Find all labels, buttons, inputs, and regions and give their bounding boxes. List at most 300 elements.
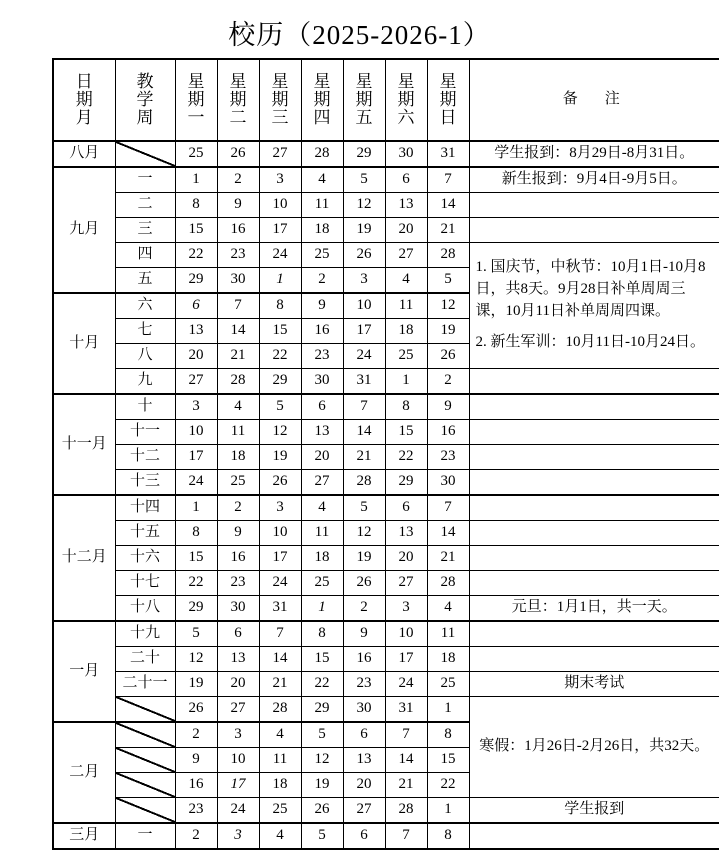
day-char: 一	[187, 107, 205, 127]
date-cell: 20	[175, 344, 217, 369]
day-char: 三	[271, 107, 289, 127]
date-cell: 6	[217, 621, 259, 647]
table-body	[53, 141, 719, 849]
date-cell: 10	[259, 193, 301, 218]
week-cell-empty-slash	[115, 697, 175, 723]
teaching-week-cell: 九	[115, 369, 175, 395]
month-cell: 十月	[53, 293, 115, 394]
date-cell: 8	[175, 521, 217, 546]
date-cell: 20	[217, 672, 259, 697]
date-cell: 30	[217, 268, 259, 294]
date-cell: 11	[217, 420, 259, 445]
date-cell: 17	[343, 319, 385, 344]
date-cell: 24	[175, 470, 217, 496]
table-row	[53, 141, 719, 167]
teaching-week-cell: 十四	[115, 495, 175, 521]
date-cell: 26	[427, 344, 469, 369]
date-cell: 8	[427, 823, 469, 849]
teaching-week-cell: 十九	[115, 621, 175, 647]
date-cell: 1	[175, 495, 217, 521]
date-cell: 31	[343, 369, 385, 395]
table-row	[53, 470, 719, 496]
date-cell: 30	[385, 141, 427, 167]
date-cell: 20	[385, 218, 427, 243]
date-cell: 30	[427, 470, 469, 496]
table-row	[53, 823, 719, 849]
date-cell: 11	[301, 193, 343, 218]
date-cell: 2	[427, 369, 469, 395]
date-cell: 16	[217, 546, 259, 571]
date-cell: 25	[259, 798, 301, 824]
date-cell: 5	[301, 722, 343, 748]
date-cell: 19	[259, 445, 301, 470]
table-row	[53, 672, 719, 697]
date-cell: 8	[427, 722, 469, 748]
teaching-week-cell: 二	[115, 193, 175, 218]
date-cell: 30	[301, 369, 343, 395]
date-cell: 2	[217, 495, 259, 521]
date-cell: 5	[259, 394, 301, 420]
date-cell: 16	[343, 647, 385, 672]
date-cell: 9	[343, 621, 385, 647]
note-cell-empty	[469, 823, 719, 849]
note-cell-empty	[469, 621, 719, 647]
date-cell: 15	[301, 647, 343, 672]
teaching-week-cell: 六	[115, 293, 175, 319]
teaching-week-cell: 二十一	[115, 672, 175, 697]
date-cell: 3	[217, 722, 259, 748]
date-cell: 13	[385, 521, 427, 546]
header-row	[53, 59, 719, 141]
date-cell: 3	[343, 268, 385, 294]
date-cell: 29	[301, 697, 343, 723]
date-cell: 2	[217, 167, 259, 193]
date-cell: 4	[217, 394, 259, 420]
date-cell: 13	[343, 748, 385, 773]
month-cell: 八月	[53, 141, 115, 167]
date-cell: 18	[301, 218, 343, 243]
week-cell-empty-slash	[115, 722, 175, 748]
date-cell: 13	[301, 420, 343, 445]
date-cell: 23	[301, 344, 343, 369]
day-char: 星	[271, 72, 289, 92]
date-cell: 19	[175, 672, 217, 697]
date-cell: 27	[301, 470, 343, 496]
note-cell-empty	[469, 571, 719, 596]
table-row	[53, 218, 719, 243]
date-cell: 24	[343, 344, 385, 369]
teaching-week-cell: 十二	[115, 445, 175, 470]
date-cell: 12	[259, 420, 301, 445]
date-cell: 25	[217, 470, 259, 496]
date-cell: 22	[175, 571, 217, 596]
date-cell: 12	[175, 647, 217, 672]
table-row	[53, 596, 719, 622]
date-cell: 6	[175, 293, 217, 319]
date-cell: 4	[385, 268, 427, 294]
date-cell: 23	[217, 571, 259, 596]
teaching-week-cell: 四	[115, 243, 175, 268]
date-cell: 11	[259, 748, 301, 773]
note-line	[476, 322, 714, 332]
date-cell: 11	[301, 521, 343, 546]
teaching-week-cell: 十五	[115, 521, 175, 546]
date-cell: 6	[385, 495, 427, 521]
teaching-week-cell: 一	[115, 167, 175, 193]
date-cell: 10	[217, 748, 259, 773]
header-month-char-2: 期	[75, 90, 93, 110]
note-cell-empty	[469, 445, 719, 470]
date-cell: 16	[175, 773, 217, 798]
date-cell: 12	[343, 193, 385, 218]
date-cell: 24	[259, 243, 301, 268]
date-cell: 7	[385, 823, 427, 849]
week-cell-empty-slash	[115, 748, 175, 773]
date-cell: 28	[301, 141, 343, 167]
date-cell: 5	[175, 621, 217, 647]
date-cell: 30	[343, 697, 385, 723]
date-cell: 5	[427, 268, 469, 294]
date-cell: 26	[343, 243, 385, 268]
date-cell: 2	[175, 823, 217, 849]
date-cell: 20	[301, 445, 343, 470]
date-cell: 21	[343, 445, 385, 470]
day-char: 五	[355, 107, 373, 127]
teaching-week-cell: 七	[115, 319, 175, 344]
note-cell: 新生报到：9月4日-9月5日。	[469, 167, 719, 193]
date-cell: 28	[385, 798, 427, 824]
date-cell: 21	[217, 344, 259, 369]
note-cell-empty	[469, 420, 719, 445]
date-cell: 6	[301, 394, 343, 420]
day-char: 星	[397, 72, 415, 92]
day-char: 星	[313, 72, 331, 92]
week-cell-empty-slash	[115, 773, 175, 798]
header-day-sunday	[427, 59, 469, 141]
date-cell: 26	[217, 141, 259, 167]
date-cell: 6	[343, 722, 385, 748]
note-line: 2. 新生军训：10月11日-10月24日。	[475, 334, 705, 351]
header-month-col	[53, 59, 115, 141]
date-cell: 5	[343, 167, 385, 193]
date-cell: 16	[301, 319, 343, 344]
date-cell: 28	[217, 369, 259, 395]
date-cell: 18	[259, 773, 301, 798]
date-cell: 27	[385, 571, 427, 596]
date-cell: 14	[343, 420, 385, 445]
date-cell: 29	[175, 596, 217, 622]
day-char: 二	[229, 107, 247, 127]
date-cell: 7	[217, 293, 259, 319]
date-cell: 24	[385, 672, 427, 697]
note-cell: 期末考试	[469, 672, 719, 697]
date-cell: 2	[175, 722, 217, 748]
table-row	[53, 193, 719, 218]
date-cell: 9	[175, 748, 217, 773]
date-cell: 21	[427, 218, 469, 243]
teaching-week-cell: 二十	[115, 647, 175, 672]
note-cell-empty	[469, 394, 719, 420]
date-cell: 27	[175, 369, 217, 395]
date-cell: 11	[427, 621, 469, 647]
date-cell: 31	[259, 596, 301, 622]
teaching-week-cell: 十六	[115, 546, 175, 571]
date-cell: 23	[343, 672, 385, 697]
date-cell: 12	[343, 521, 385, 546]
date-cell: 3	[175, 394, 217, 420]
month-cell: 二月	[53, 722, 115, 823]
teaching-week-cell: 十三	[115, 470, 175, 496]
day-char: 四	[313, 107, 331, 127]
date-cell: 8	[175, 193, 217, 218]
note-cell: 寒假：1月26日-2月26日，共32天。	[469, 697, 719, 798]
date-cell: 3	[217, 823, 259, 849]
header-day-wednesday	[259, 59, 301, 141]
date-cell: 17	[259, 218, 301, 243]
note-cell-empty	[469, 546, 719, 571]
date-cell: 1	[427, 697, 469, 723]
date-cell: 3	[385, 596, 427, 622]
date-cell: 18	[385, 319, 427, 344]
header-day-tuesday	[217, 59, 259, 141]
header-week-char-2: 学	[136, 90, 154, 110]
date-cell: 21	[259, 672, 301, 697]
date-cell: 12	[427, 293, 469, 319]
table-row	[53, 521, 719, 546]
date-cell: 7	[427, 167, 469, 193]
day-char: 星	[355, 72, 373, 92]
day-char: 星	[187, 72, 205, 92]
date-cell: 25	[301, 571, 343, 596]
date-cell: 1	[385, 369, 427, 395]
date-cell: 25	[427, 672, 469, 697]
note-cell-empty	[469, 521, 719, 546]
date-cell: 21	[385, 773, 427, 798]
date-cell: 13	[385, 193, 427, 218]
date-cell: 19	[343, 218, 385, 243]
date-cell: 3	[259, 167, 301, 193]
header-day-monday	[175, 59, 217, 141]
date-cell: 28	[259, 697, 301, 723]
day-char: 期	[187, 90, 205, 110]
date-cell: 1	[259, 268, 301, 294]
date-cell: 6	[343, 823, 385, 849]
date-cell: 28	[427, 571, 469, 596]
table-row	[53, 546, 719, 571]
header-day-thursday	[301, 59, 343, 141]
date-cell: 17	[217, 773, 259, 798]
teaching-week-cell: 十	[115, 394, 175, 420]
teaching-week-cell: 五	[115, 268, 175, 294]
academic-calendar-table	[52, 58, 719, 850]
teaching-week-cell: 十八	[115, 596, 175, 622]
note-cell: 元旦：1月1日，共一天。	[469, 596, 719, 622]
note-cell-empty	[469, 218, 719, 243]
date-cell: 15	[427, 748, 469, 773]
date-cell: 9	[301, 293, 343, 319]
date-cell: 26	[175, 697, 217, 723]
table-row	[53, 420, 719, 445]
date-cell: 14	[259, 647, 301, 672]
date-cell: 25	[301, 243, 343, 268]
date-cell: 4	[301, 167, 343, 193]
note-cell-empty	[469, 369, 719, 395]
date-cell: 15	[259, 319, 301, 344]
date-cell: 22	[175, 243, 217, 268]
table-row	[53, 621, 719, 647]
date-cell: 29	[343, 141, 385, 167]
month-cell: 十二月	[53, 495, 115, 621]
date-cell: 30	[217, 596, 259, 622]
date-cell: 21	[427, 546, 469, 571]
date-cell: 14	[217, 319, 259, 344]
date-cell: 29	[175, 268, 217, 294]
date-cell: 25	[385, 344, 427, 369]
table-row	[53, 495, 719, 521]
date-cell: 19	[301, 773, 343, 798]
header-week-char-3: 周	[136, 107, 154, 127]
teaching-week-cell: 十一	[115, 420, 175, 445]
date-cell: 29	[259, 369, 301, 395]
table-row	[53, 571, 719, 596]
date-cell: 15	[175, 218, 217, 243]
date-cell: 4	[259, 722, 301, 748]
teaching-week-cell: 三	[115, 218, 175, 243]
date-cell: 24	[259, 571, 301, 596]
note-cell	[469, 243, 719, 369]
date-cell: 10	[385, 621, 427, 647]
table-row	[53, 647, 719, 672]
note-cell-empty	[469, 193, 719, 218]
date-cell: 22	[385, 445, 427, 470]
month-cell: 十一月	[53, 394, 115, 495]
header-day-saturday	[385, 59, 427, 141]
note-cell: 学生报到	[469, 798, 719, 824]
date-cell: 29	[385, 470, 427, 496]
date-cell: 18	[301, 546, 343, 571]
date-cell: 1	[427, 798, 469, 824]
date-cell: 6	[385, 167, 427, 193]
table-row	[53, 445, 719, 470]
day-char: 期	[439, 90, 457, 110]
header-day-friday	[343, 59, 385, 141]
date-cell: 8	[385, 394, 427, 420]
day-char: 期	[313, 90, 331, 110]
date-cell: 19	[427, 319, 469, 344]
date-cell: 10	[175, 420, 217, 445]
note-cell-empty	[469, 495, 719, 521]
header-week-col	[115, 59, 175, 141]
week-cell-empty-slash	[115, 798, 175, 824]
date-cell: 9	[217, 193, 259, 218]
date-cell: 13	[175, 319, 217, 344]
date-cell: 4	[301, 495, 343, 521]
date-cell: 27	[259, 141, 301, 167]
header-month-char-3: 月	[75, 107, 93, 127]
date-cell: 3	[259, 495, 301, 521]
note-cell-empty	[469, 470, 719, 496]
day-char: 星	[229, 72, 247, 92]
date-cell: 23	[427, 445, 469, 470]
month-cell: 三月	[53, 823, 115, 849]
day-char: 日	[439, 107, 457, 127]
date-cell: 4	[259, 823, 301, 849]
day-char: 期	[229, 90, 247, 110]
date-cell: 26	[343, 571, 385, 596]
date-cell: 17	[175, 445, 217, 470]
week-cell-empty-slash	[115, 141, 175, 167]
date-cell: 16	[427, 420, 469, 445]
date-cell: 15	[385, 420, 427, 445]
calendar-container	[0, 58, 719, 850]
header-notes-col: 备 注	[469, 59, 719, 141]
date-cell: 24	[217, 798, 259, 824]
date-cell: 19	[343, 546, 385, 571]
date-cell: 9	[217, 521, 259, 546]
page-title: 校历（2025-2026-1）	[228, 20, 491, 50]
date-cell: 9	[427, 394, 469, 420]
date-cell: 27	[217, 697, 259, 723]
date-cell: 7	[343, 394, 385, 420]
teaching-week-cell: 一	[115, 823, 175, 849]
date-cell: 23	[175, 798, 217, 824]
date-cell: 31	[427, 141, 469, 167]
day-char: 期	[271, 90, 289, 110]
date-cell: 14	[427, 193, 469, 218]
day-char: 期	[397, 90, 415, 110]
day-char: 星	[439, 72, 457, 92]
date-cell: 5	[301, 823, 343, 849]
date-cell: 23	[217, 243, 259, 268]
date-cell: 27	[385, 243, 427, 268]
date-cell: 22	[259, 344, 301, 369]
date-cell: 10	[259, 521, 301, 546]
date-cell: 20	[385, 546, 427, 571]
note-cell-empty	[469, 647, 719, 672]
date-cell: 22	[301, 672, 343, 697]
date-cell: 14	[427, 521, 469, 546]
date-cell: 27	[343, 798, 385, 824]
month-cell: 一月	[53, 621, 115, 722]
date-cell: 18	[427, 647, 469, 672]
date-cell: 17	[259, 546, 301, 571]
table-row	[53, 394, 719, 420]
date-cell: 22	[427, 773, 469, 798]
table-header	[53, 59, 719, 141]
date-cell: 1	[175, 167, 217, 193]
date-cell: 7	[385, 722, 427, 748]
month-cell: 九月	[53, 167, 115, 293]
date-cell: 20	[343, 773, 385, 798]
date-cell: 2	[301, 268, 343, 294]
table-row	[53, 243, 719, 268]
table-row	[53, 798, 719, 824]
table-row	[53, 697, 719, 723]
date-cell: 2	[343, 596, 385, 622]
note-line: 1. 国庆节，中秋节：10月1日-10月8日，共8天。9月28日补单周周三课，10月11日补单周周四课。	[475, 259, 706, 319]
note-cell: 学生报到：8月29日-8月31日。	[469, 141, 719, 167]
date-cell: 13	[217, 647, 259, 672]
day-char: 六	[397, 107, 415, 127]
date-cell: 14	[385, 748, 427, 773]
date-cell: 25	[175, 141, 217, 167]
date-cell: 26	[301, 798, 343, 824]
date-cell: 16	[217, 218, 259, 243]
date-cell: 26	[259, 470, 301, 496]
date-cell: 15	[175, 546, 217, 571]
date-cell: 11	[385, 293, 427, 319]
date-cell: 28	[343, 470, 385, 496]
